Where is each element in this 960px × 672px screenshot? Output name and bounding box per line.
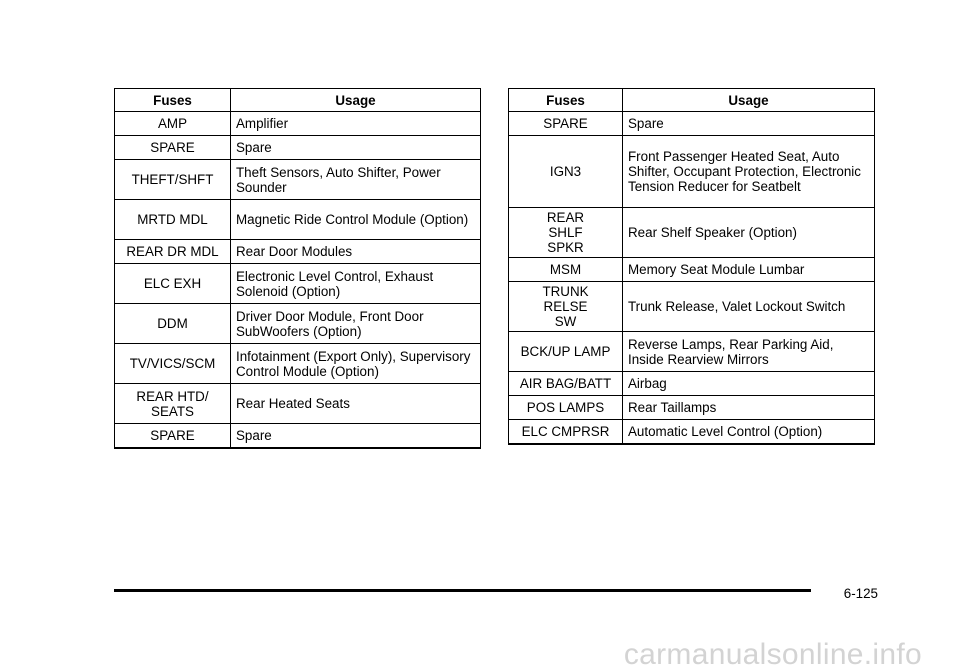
table-row — [509, 208, 875, 258]
table-row — [115, 160, 481, 200]
fuse-cell: MSM — [509, 258, 623, 282]
fuse-cell: BCK/UP LAMP — [509, 332, 623, 372]
usage-cell: Rear Heated Seats — [231, 384, 481, 424]
table-row — [115, 264, 481, 304]
usage-cell: Driver Door Module, Front Door SubWoofers (Option) — [231, 304, 481, 344]
usage-cell: Spare — [231, 136, 481, 160]
fuse-cell: REAR HTD/ SEATS — [115, 384, 231, 424]
fuse-cell: SPARE — [509, 112, 623, 136]
usage-cell: Infotainment (Export Only), Supervisory Control Module (Option) — [231, 344, 481, 384]
usage-cell: Trunk Release, Valet Lockout Switch — [623, 282, 875, 332]
usage-cell: Rear Door Modules — [231, 240, 481, 264]
fuse-cell: REAR DR MDL — [115, 240, 231, 264]
fuse-cell: DDM — [115, 304, 231, 344]
table-row — [509, 396, 875, 420]
table-row — [115, 304, 481, 344]
usage-cell: Electronic Level Control, Exhaust Solenoid (Option) — [231, 264, 481, 304]
fuse-cell: ELC CMPRSR — [509, 420, 623, 444]
table-row — [509, 332, 875, 372]
usage-cell: Rear Shelf Speaker (Option) — [623, 208, 875, 258]
usage-cell: Reverse Lamps, Rear Parking Aid, Inside Rearview Mirrors — [623, 332, 875, 372]
fuse-cell: SPARE — [115, 424, 231, 448]
usage-cell: Automatic Level Control (Option) — [623, 420, 875, 444]
usage-cell: Airbag — [623, 372, 875, 396]
column-header-fuses: Fuses — [115, 89, 231, 112]
table-row — [115, 424, 481, 448]
fuse-cell: ELC EXH — [115, 264, 231, 304]
fuse-cell: TV/VICS/SCM — [115, 344, 231, 384]
table-row — [115, 240, 481, 264]
fuse-cell: AMP — [115, 112, 231, 136]
fuse-cell: REAR SHLF SPKR — [509, 208, 623, 258]
column-header-usage: Usage — [623, 89, 875, 112]
table-row — [509, 136, 875, 208]
footer-rule — [114, 589, 811, 592]
fuse-cell: MRTD MDL — [115, 200, 231, 240]
usage-cell: Theft Sensors, Auto Shifter, Power Sounder — [231, 160, 481, 200]
table-row — [115, 384, 481, 424]
table-row — [509, 282, 875, 332]
fuse-cell: SPARE — [115, 136, 231, 160]
fuse-cell: POS LAMPS — [509, 396, 623, 420]
column-header-fuses: Fuses — [509, 89, 623, 112]
table-row — [509, 258, 875, 282]
usage-cell: Rear Taillamps — [623, 396, 875, 420]
usage-cell: Spare — [623, 112, 875, 136]
table-row — [115, 200, 481, 240]
usage-cell: Memory Seat Module Lumbar — [623, 258, 875, 282]
watermark: carmanualsonline.info — [623, 638, 922, 671]
table-row — [115, 112, 481, 136]
usage-cell: Front Passenger Heated Seat, Auto Shifter, Occupant Protection, Electronic Tension Reducer for Seatbelt — [623, 136, 875, 208]
fuse-cell: TRUNK RELSE SW — [509, 282, 623, 332]
usage-cell: Amplifier — [231, 112, 481, 136]
table-header-row — [509, 89, 875, 112]
page-number: 6-125 — [843, 586, 878, 601]
usage-cell: Magnetic Ride Control Module (Option) — [231, 200, 481, 240]
table-row — [509, 112, 875, 136]
table-row — [509, 420, 875, 444]
table-row — [115, 136, 481, 160]
fuse-cell: IGN3 — [509, 136, 623, 208]
fuse-cell: THEFT/SHFT — [115, 160, 231, 200]
column-header-usage: Usage — [231, 89, 481, 112]
table-row — [115, 344, 481, 384]
table-header-row — [115, 89, 481, 112]
fuse-table-right — [508, 88, 875, 445]
usage-cell: Spare — [231, 424, 481, 448]
table-row — [509, 372, 875, 396]
fuse-table-left — [114, 88, 481, 449]
fuse-cell: AIR BAG/BATT — [509, 372, 623, 396]
